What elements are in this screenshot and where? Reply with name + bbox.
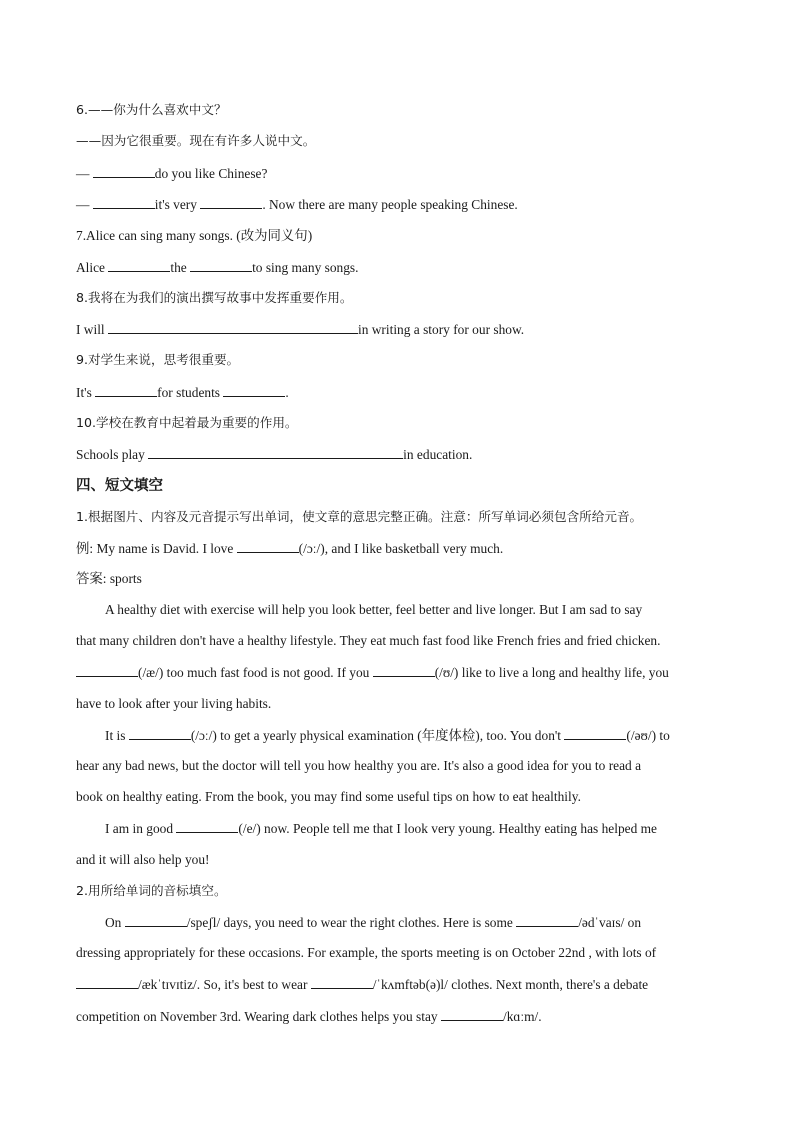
answer-blank[interactable] bbox=[129, 725, 191, 740]
passage3-text: (/e/) now. People tell me that I look very young. Healthy eating has helped me bbox=[238, 821, 657, 836]
passage3-line bbox=[105, 818, 657, 839]
answer-blank[interactable] bbox=[148, 444, 403, 459]
answer-blank[interactable] bbox=[125, 912, 187, 927]
passage2-text: (/əʊ/) to bbox=[626, 728, 670, 743]
passage3-line: and it will also help you! bbox=[76, 852, 210, 867]
task2-text: On bbox=[105, 915, 125, 930]
q9-line bbox=[76, 382, 289, 403]
q7-end: to sing many songs. bbox=[252, 260, 359, 275]
q6-line2-mid: it's very bbox=[154, 197, 201, 212]
answer-blank[interactable] bbox=[76, 662, 138, 677]
passage2-line: book on healthy eating. From the book, you may find some useful tips on how to eat healthily. bbox=[76, 789, 581, 804]
answer-blank[interactable] bbox=[108, 319, 358, 334]
q6-line2 bbox=[76, 194, 518, 215]
answer-blank[interactable] bbox=[93, 163, 155, 178]
task2-text: competition on November 3rd. Wearing dark clothes helps you stay bbox=[76, 1009, 441, 1024]
answer-blank[interactable] bbox=[190, 257, 252, 272]
passage1-text: (/ʊ/) like to live a long and healthy life, you bbox=[434, 665, 669, 680]
answer-blank[interactable] bbox=[93, 194, 155, 209]
q6-line1 bbox=[76, 163, 267, 184]
q8-end: in writing a story for our show. bbox=[358, 322, 525, 337]
q9-stem: 9.对学生来说，思考很重要。 bbox=[76, 352, 240, 367]
q8-line bbox=[76, 319, 524, 340]
task2-text: /speʃl/ days, you need to wear the right clothes. Here is some bbox=[186, 915, 517, 930]
passage1-line: that many children don't have a healthy lifestyle. They eat much fast food like French fries and fried chicken. bbox=[76, 633, 661, 648]
answer-blank[interactable] bbox=[200, 194, 262, 209]
answer-blank[interactable] bbox=[516, 912, 578, 927]
q9-mid: for students bbox=[157, 385, 224, 400]
answer-blank[interactable] bbox=[95, 382, 157, 397]
q6-stem: 6.——你为什么喜欢中文？ bbox=[76, 102, 227, 117]
passage2-line bbox=[105, 725, 670, 746]
dash: — bbox=[76, 166, 93, 181]
answer-blank[interactable] bbox=[311, 974, 373, 989]
example-prefix: 例: My name is David. I love bbox=[76, 541, 237, 556]
answer-blank[interactable] bbox=[76, 974, 138, 989]
task2-text: /kɑːm/. bbox=[502, 1009, 542, 1024]
passage2-text: It is bbox=[105, 728, 129, 743]
answer-blank[interactable] bbox=[373, 662, 435, 677]
q10-stem: 10.学校在教育中起着最为重要的作用。 bbox=[76, 415, 298, 430]
answer-blank[interactable] bbox=[441, 1006, 503, 1021]
q10-end: in education. bbox=[403, 447, 473, 462]
answer-blank[interactable] bbox=[176, 818, 238, 833]
passage2-line: hear any bad news, but the doctor will tell you how healthy you are. It's also a good idea for you to read a bbox=[76, 758, 642, 773]
task1-instruction: 1.根据图片、内容及元音提示写出单词，使文章的意思完整正确。注意：所写单词必须包含所给元音。 bbox=[76, 509, 643, 524]
q7-stem: 7.Alice can sing many songs. (改为同义句) bbox=[76, 228, 313, 243]
task2-line: dressing appropriately for these occasions. For example, the sports meeting is on October 22nd , with lots of bbox=[76, 945, 657, 960]
q9-prefix: It's bbox=[76, 385, 96, 400]
example-blank bbox=[237, 538, 299, 553]
answer-blank[interactable] bbox=[223, 382, 285, 397]
task2-instruction: 2.用所给单词的音标填空。 bbox=[76, 883, 227, 898]
task2-line bbox=[105, 912, 641, 933]
section-heading: 四、短文填空 bbox=[76, 478, 163, 494]
dash: — bbox=[76, 197, 93, 212]
passage1-line: A healthy diet with exercise will help you look better, feel better and live longer. But I am sad to say bbox=[105, 602, 643, 617]
q7-mid: the bbox=[170, 260, 191, 275]
answer-blank[interactable] bbox=[564, 725, 626, 740]
q6-line1-text: do you like Chinese? bbox=[154, 166, 268, 181]
q9-end: . bbox=[285, 385, 289, 400]
passage1-text: (/æ/) too much fast food is not good. If you bbox=[138, 665, 373, 680]
example-line bbox=[76, 538, 503, 559]
passage3-text: I am in good bbox=[105, 821, 177, 836]
answer-blank[interactable] bbox=[108, 257, 170, 272]
task2-text: /ədˈvaɪs/ on bbox=[578, 915, 642, 930]
q7-line bbox=[76, 257, 358, 278]
passage1-line bbox=[76, 662, 669, 683]
example-end: (/ɔː/), and I like basketball very much. bbox=[298, 541, 504, 556]
q6-line2-end: . Now there are many people speaking Chinese. bbox=[262, 197, 518, 212]
passage2-text: (/ɔː/) to get a yearly physical examination (年度体检), too. You don't bbox=[190, 728, 565, 743]
q6-answer-cn: ——因为它很重要。现在有许多人说中文。 bbox=[76, 133, 316, 148]
q10-prefix: Schools play bbox=[76, 447, 149, 462]
q8-stem: 8.我将在为我们的演出撰写故事中发挥重要作用。 bbox=[76, 290, 353, 305]
example-answer: 答案: sports bbox=[76, 571, 142, 586]
task2-text: /ækˈtɪvɪtiz/. So, it's best to wear bbox=[138, 977, 311, 992]
q7-prefix: Alice bbox=[76, 260, 109, 275]
task2-line bbox=[76, 1006, 542, 1027]
task2-text: /ˈkʌmftəb(ə)l/ clothes. Next month, there's a debate bbox=[372, 977, 649, 992]
passage1-line: have to look after your living habits. bbox=[76, 696, 272, 711]
q8-prefix: I will bbox=[76, 322, 108, 337]
q10-line bbox=[76, 444, 472, 465]
task2-line bbox=[76, 974, 648, 995]
